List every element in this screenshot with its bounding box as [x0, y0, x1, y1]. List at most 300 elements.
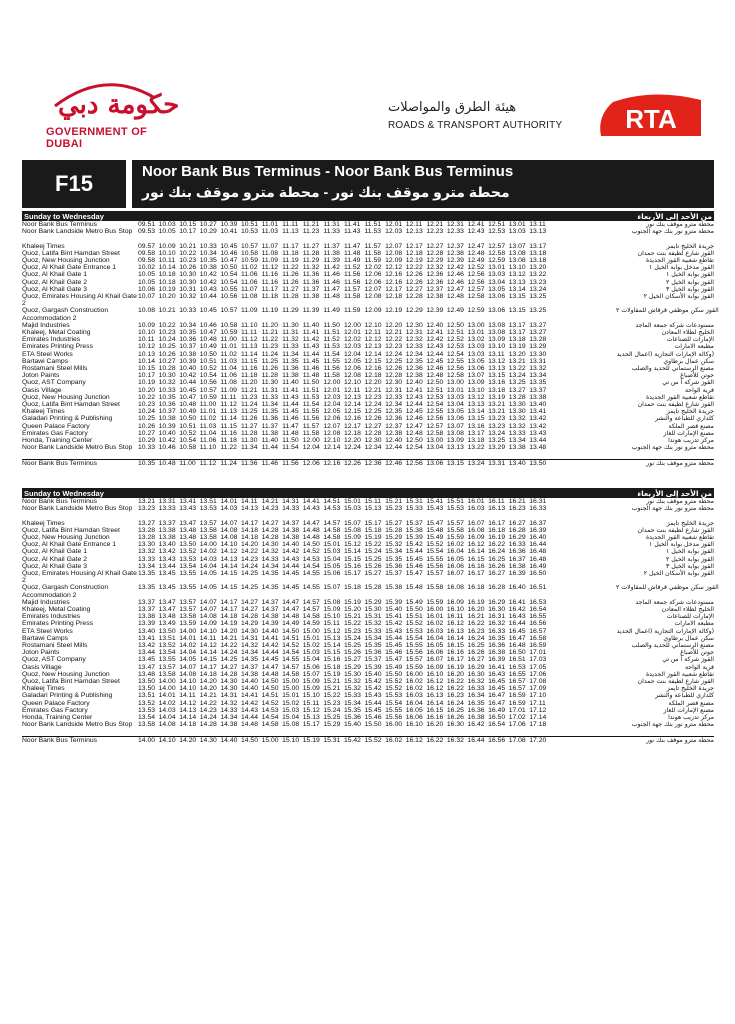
departure-time: 12.46: [426, 365, 444, 373]
departure-time: 15.46: [385, 649, 403, 657]
departure-time: 12.44: [385, 444, 403, 452]
departure-time: 12.47: [446, 285, 464, 293]
departure-time: 13.47: [158, 606, 176, 613]
departure-time: 14.38: [220, 721, 238, 729]
departure-time: 16.12: [426, 685, 444, 693]
departure-time: 11.17: [261, 285, 279, 293]
departure-time: 10.38: [199, 264, 217, 272]
departure-time: 16.01: [467, 498, 485, 505]
departure-time: 17.14: [529, 714, 547, 722]
departure-time: 11.37: [302, 285, 320, 293]
departure-time: 14.58: [302, 613, 320, 621]
departure-time: 15.02: [302, 642, 320, 650]
departure-time: 12.44: [405, 401, 423, 409]
stop-row: [22, 548, 714, 555]
departure-time: 14.25: [240, 584, 258, 592]
departure-time: 14.32: [261, 548, 279, 556]
departure-time: 17.11: [529, 699, 546, 707]
departure-time: 10.40: [158, 429, 176, 437]
departure-time: 14.51: [261, 692, 279, 700]
departure-time: 12.38: [385, 429, 403, 437]
departure-time: 10.37: [179, 343, 197, 351]
departure-time: 14.18: [179, 721, 197, 729]
departure-time: 16.02: [405, 678, 423, 686]
departure-time: 16.40: [529, 534, 547, 541]
departure-time: 13.31: [529, 357, 547, 365]
departure-time: 12.26: [405, 271, 423, 279]
departure-time: 15.42: [405, 541, 423, 549]
departure-time: 14.37: [261, 598, 279, 606]
stop-name-en: Noor Bank Landside Metro Bus Stop: [22, 721, 133, 729]
stop-name-ar: القوز شارع لطيفة بنت حمدان: [637, 401, 714, 409]
departure-time: 14.48: [302, 526, 320, 534]
departure-time: 10.20: [138, 386, 156, 394]
stop-name-ar: مطبعة الامارات: [674, 343, 714, 351]
departure-time: 13.06: [446, 415, 464, 423]
departure-time: 12.56: [467, 271, 485, 279]
departure-time: 16.31: [529, 498, 547, 505]
route-title-block: [132, 160, 714, 208]
departure-time: 10.13: [138, 350, 156, 358]
departure-time: 17.08: [508, 736, 526, 744]
stop-row: [22, 664, 714, 671]
departure-time: 16.18: [488, 526, 506, 534]
departure-time: 16.14: [467, 548, 485, 556]
departure-time: 10.29: [138, 437, 156, 445]
departure-time: 10.54: [220, 278, 238, 286]
stop-row: [22, 307, 719, 322]
departure-time: 15.17: [343, 570, 361, 578]
stop-name-ar: مركز تدريب هوندا: [668, 714, 714, 722]
departure-time: 16.51: [529, 584, 547, 592]
departure-time: 15.26: [343, 649, 361, 657]
stop-name-ar: محطة مترو نور بنك جهة الجنوب: [631, 444, 714, 452]
departure-time: 12.59: [467, 307, 485, 315]
departure-time: 12.50: [446, 321, 464, 329]
departure-time: 14.22: [240, 548, 258, 556]
departure-time: 10.20: [158, 293, 176, 301]
departure-time: 12.26: [343, 459, 361, 467]
departure-time: 10.33: [179, 307, 197, 315]
departure-time: 14.28: [240, 613, 258, 621]
departure-time: 13.58: [199, 534, 217, 541]
departure-time: 12.29: [405, 307, 423, 315]
departure-time: 10.39: [158, 422, 176, 430]
departure-time: 15.24: [364, 548, 382, 556]
departure-time: 12.11: [405, 221, 423, 228]
departure-time: 11.51: [323, 329, 340, 336]
stop-times: [138, 534, 616, 541]
departure-time: 14.45: [282, 584, 300, 592]
departure-time: 12.16: [364, 365, 382, 373]
departure-time: 12.03: [343, 343, 361, 351]
stop-name-en: Quoz, AST Company: [22, 379, 86, 387]
stop-row: [22, 678, 714, 685]
departure-time: 13.51: [199, 498, 217, 505]
departure-time: 12.31: [405, 329, 423, 336]
departure-time: 16.22: [446, 685, 464, 693]
departure-time: 16.10: [426, 670, 444, 678]
departure-time: 13.33: [158, 505, 176, 513]
departure-time: 13.44: [529, 437, 547, 445]
stop-times: [138, 613, 616, 620]
departure-time: 10.41: [220, 228, 238, 236]
departure-time: 11.25: [261, 357, 279, 365]
departure-time: 11.46: [323, 278, 340, 286]
departure-time: 13.37: [529, 386, 547, 394]
departure-time: 12.06: [323, 415, 341, 423]
departure-time: 13.50: [529, 459, 547, 467]
stop-name-en: Noor Bank Landside Metro Bus Stop: [22, 505, 133, 513]
departure-time: 14.57: [302, 606, 320, 613]
stop-name-ar: القوز بوابة الخيل ٢: [666, 555, 714, 563]
departure-time: 16.55: [529, 613, 547, 621]
departure-time: 10.52: [199, 365, 217, 373]
departure-time: 11.27: [302, 242, 320, 250]
departure-time: 16.16: [426, 714, 444, 722]
departure-time: 13.28: [138, 526, 156, 534]
departure-time: 12.06: [302, 459, 320, 467]
departure-time: 15.04: [323, 555, 341, 563]
stop-name-ar: القوز سكن موظفي قرقاش للمقاولات ٢: [616, 307, 719, 315]
departure-time: 12.26: [364, 415, 382, 423]
departure-time: 10.59: [199, 393, 217, 401]
departure-time: 13.48: [158, 613, 176, 621]
departure-time: 13.05: [446, 408, 464, 416]
departure-time: 14.10: [220, 541, 238, 549]
departure-time: 15.36: [385, 562, 403, 570]
stop-name-en: Joton Paints: [22, 649, 60, 657]
departure-time: 12.20: [385, 321, 403, 329]
stop-name-en: Quoz, Al Khail Gate 2: [22, 555, 87, 563]
stop-times: [138, 293, 616, 307]
departure-time: 11.38: [282, 372, 299, 380]
departure-time: 16.45: [488, 678, 506, 686]
departure-time: 12.59: [488, 257, 506, 264]
departure-time: 13.58: [179, 613, 197, 621]
departure-time: 10.26: [158, 350, 176, 358]
departure-time: 11.59: [343, 307, 361, 315]
departure-time: 15.18: [364, 526, 382, 534]
departure-time: 16.06: [446, 562, 464, 570]
stop-name-en: Noor Bank Bus Terminus: [22, 459, 98, 467]
departure-time: 12.18: [343, 429, 361, 437]
departure-time: 11.58: [343, 293, 361, 301]
departure-time: 14.50: [282, 627, 300, 635]
departure-time: 10.58: [179, 444, 197, 452]
departure-time: 15.30: [343, 670, 361, 678]
stop-row: [22, 692, 714, 699]
departure-time: 12.47: [405, 422, 423, 430]
departure-time: 16.16: [446, 649, 464, 657]
rta-branding: [388, 78, 708, 148]
departure-time: 10.30: [179, 271, 197, 279]
stop-times: [138, 430, 616, 437]
departure-time: 12.56: [467, 278, 485, 286]
departure-time: 13.37: [138, 606, 156, 613]
departure-time: 16.36: [488, 642, 506, 650]
departure-time: 13.53: [138, 706, 156, 714]
departure-time: 17.10: [529, 692, 547, 700]
departure-time: 17.06: [529, 670, 547, 678]
departure-time: 15.44: [405, 548, 423, 556]
departure-time: 14.33: [220, 706, 238, 714]
departure-time: 16.12: [467, 541, 485, 549]
departure-time: 12.41: [467, 221, 485, 228]
departure-time: 15.07: [302, 670, 320, 678]
departure-time: 15.15: [343, 555, 361, 563]
departure-time: 14.44: [282, 562, 300, 570]
departure-time: 15.52: [385, 678, 403, 686]
stop-row: [22, 286, 714, 293]
departure-time: 14.51: [323, 498, 341, 505]
departure-time: 11.09: [261, 257, 279, 264]
departure-time: 11.28: [302, 249, 320, 257]
departure-time: 14.40: [240, 685, 258, 693]
departure-time: 16.43: [488, 670, 506, 678]
departure-time: 12.36: [426, 271, 444, 279]
departure-time: 10.46: [199, 321, 217, 329]
departure-time: 14.07: [199, 606, 217, 613]
stop-name-en: Noor Bank Bus Terminus: [22, 498, 98, 505]
departure-time: 12.12: [385, 264, 403, 272]
stop-row: [22, 635, 714, 642]
departure-time: 17.05: [529, 663, 547, 671]
departure-time: 17.02: [508, 714, 526, 722]
departure-time: 16.11: [446, 613, 464, 621]
stop-times: [138, 243, 616, 250]
stop-name-en: Quoz, Emirates Housing Al Khail Gate 2: [22, 570, 137, 585]
stop-row: [22, 505, 714, 519]
departure-time: 11.47: [343, 242, 361, 250]
departure-time: 14.38: [261, 613, 279, 621]
stop-row: [22, 671, 714, 678]
departure-time: 16.22: [446, 678, 464, 686]
departure-time: 15.59: [426, 598, 444, 606]
departure-time: 12.20: [343, 437, 361, 445]
departure-time: 10.35: [158, 393, 176, 401]
departure-time: 13.48: [529, 444, 547, 452]
departure-time: 14.43: [302, 505, 320, 513]
departure-time: 11.33: [261, 393, 279, 401]
departure-time: 11.07: [240, 285, 258, 293]
departure-time: 16.10: [405, 721, 423, 729]
departure-time: 14.47: [282, 606, 300, 613]
departure-time: 13.05: [467, 357, 485, 365]
departure-time: 15.40: [385, 606, 403, 613]
departure-time: 17.03: [529, 656, 547, 664]
departure-time: 14.00: [199, 541, 217, 549]
departure-time: 15.01: [343, 498, 361, 505]
departure-time: 13.15: [508, 293, 526, 301]
departure-time: 13.37: [138, 598, 156, 606]
stop-times: [138, 336, 616, 343]
departure-time: 14.35: [240, 656, 258, 664]
departure-time: 15.36: [343, 714, 361, 722]
departure-time: 11.06: [240, 271, 258, 279]
departure-time: 11.01: [220, 343, 237, 351]
departure-time: 16.50: [508, 649, 526, 657]
departure-time: 12.57: [488, 242, 506, 250]
departure-time: 13.51: [138, 692, 156, 700]
stop-times: [138, 394, 616, 401]
departure-time: 15.31: [364, 613, 382, 621]
departure-time: 11.40: [282, 379, 299, 387]
departure-time: 12.41: [426, 329, 444, 336]
departure-time: 14.15: [220, 584, 238, 592]
stop-row: [22, 372, 714, 379]
stop-name-en: Quoz, Al Khail Gate 1: [22, 271, 87, 279]
stop-row: [22, 423, 714, 430]
departure-time: 14.11: [199, 634, 217, 642]
departure-time: 10.51: [179, 422, 197, 430]
departure-time: 11.58: [364, 249, 382, 257]
departure-time: 14.23: [261, 505, 279, 513]
departure-time: 16.32: [467, 678, 485, 686]
departure-time: 16.57: [508, 685, 526, 693]
departure-time: 14.42: [282, 548, 300, 556]
stop-name-ar: سكن عمال برطاوي: [663, 634, 714, 642]
departure-time: 16.59: [508, 699, 526, 707]
stop-row: [22, 243, 714, 250]
departure-time: 10.42: [158, 437, 176, 445]
stop-name-ar: القوز مدخل بوابة الخيل ١: [648, 264, 714, 272]
departure-time: 16.59: [529, 642, 547, 650]
departure-time: 11.43: [302, 343, 320, 351]
departure-time: 12.33: [385, 393, 403, 401]
departure-time: 12.49: [446, 307, 464, 315]
departure-time: 16.08: [467, 526, 485, 534]
stop-times: [138, 401, 616, 408]
departure-time: 14.48: [240, 721, 258, 729]
stop-times: [138, 678, 616, 685]
departure-time: 13.58: [199, 526, 217, 534]
departure-time: 10.07: [138, 293, 156, 301]
departure-time: 16.15: [467, 555, 485, 563]
departure-time: 12.12: [364, 336, 382, 344]
departure-time: 12.48: [467, 249, 485, 257]
departure-time: 11.58: [302, 429, 320, 437]
departure-time: 15.05: [323, 562, 341, 570]
departure-time: 15.21: [323, 685, 341, 693]
departure-time: 12.06: [343, 365, 361, 373]
departure-time: 11.06: [240, 278, 258, 286]
departure-time: 12.37: [385, 422, 403, 430]
departure-time: 13.37: [158, 519, 176, 527]
departure-time: 10.23: [179, 257, 197, 264]
departure-time: 14.30: [199, 736, 217, 744]
departure-time: 10.32: [179, 293, 197, 301]
departure-time: 13.41: [138, 634, 156, 642]
departure-time: 10.17: [179, 228, 197, 236]
departure-time: 10.10: [138, 329, 156, 336]
departure-time: 15.40: [343, 721, 361, 729]
departure-time: 15.57: [446, 519, 464, 527]
departure-time: 12.27: [405, 285, 423, 293]
route-code: F15: [22, 160, 126, 208]
departure-time: 13.16: [488, 379, 506, 387]
stop-row: [22, 620, 714, 627]
departure-time: 12.13: [364, 343, 382, 351]
departure-time: 10.47: [220, 257, 238, 264]
departure-time: 14.15: [199, 656, 217, 664]
stop-name-ar: الإمارات للصناعات: [666, 336, 714, 344]
departure-time: 15.09: [302, 685, 320, 693]
departure-time: 11.46: [323, 271, 340, 279]
stop-times: [138, 664, 616, 671]
departure-time: 16.07: [446, 570, 464, 578]
day-label-en: Sunday to Wednesday: [24, 488, 104, 498]
departure-time: 10.11: [138, 336, 155, 344]
departure-time: 12.30: [405, 321, 423, 329]
departure-time: 13.30: [138, 541, 156, 549]
departure-time: 11.47: [323, 285, 340, 293]
departure-time: 13.55: [179, 570, 197, 578]
departure-time: 14.10: [179, 685, 197, 693]
departure-time: 15.42: [364, 685, 382, 693]
departure-time: 14.02: [158, 699, 176, 707]
departure-time: 12.49: [467, 257, 485, 264]
departure-time: 14.27: [240, 606, 258, 613]
stop-name-en: Quoz, AST Company: [22, 656, 86, 664]
departure-time: 16.53: [529, 598, 547, 606]
departure-time: 11.36: [261, 415, 279, 423]
stop-row: [22, 541, 714, 548]
stop-times: [138, 358, 616, 365]
departure-time: 10.50: [179, 415, 197, 423]
departure-time: 13.18: [508, 336, 526, 344]
departure-time: 14.44: [240, 714, 258, 722]
departure-time: 15.03: [343, 505, 361, 513]
departure-time: 14.55: [282, 656, 300, 664]
departure-time: 11.04: [220, 365, 237, 373]
route-title-en: Noor Bank Bus Terminus - Noor Bank Bus Terminus: [142, 163, 514, 180]
stop-name-en: ETA Steel Works: [22, 350, 73, 358]
departure-time: 13.50: [158, 627, 176, 635]
stop-row: [22, 527, 714, 534]
departure-time: 12.26: [385, 365, 403, 373]
departure-time: 16.42: [467, 721, 485, 729]
departure-time: 13.50: [138, 678, 156, 686]
departure-time: 15.42: [343, 736, 361, 744]
departure-time: 12.51: [426, 386, 444, 394]
departure-time: 13.34: [508, 437, 526, 445]
departure-time: 13.55: [158, 656, 176, 664]
stop-name-en: Honda, Training Center: [22, 437, 93, 445]
departure-time: 15.19: [343, 598, 361, 606]
stop-row: [22, 606, 714, 613]
departure-time: 16.13: [488, 505, 506, 513]
departure-time: 15.39: [405, 534, 423, 541]
departure-time: 11.18: [220, 437, 237, 445]
departure-time: 13.04: [426, 444, 444, 452]
departure-time: 15.59: [405, 663, 423, 671]
departure-time: 14.17: [240, 519, 258, 527]
departure-time: 11.44: [302, 350, 320, 358]
departure-time: 14.20: [240, 541, 258, 549]
departure-time: 16.26: [446, 714, 464, 722]
stop-times: [138, 387, 616, 394]
departure-time: 15.22: [343, 620, 361, 628]
stop-name-en: Galadari Printing & Publishing: [22, 692, 113, 700]
stop-times: [138, 656, 616, 663]
stop-times: [138, 642, 616, 649]
departure-time: 15.15: [323, 649, 341, 657]
departure-time: 13.38: [158, 534, 176, 541]
departure-time: 13.32: [529, 365, 547, 373]
departure-time: 12.17: [385, 285, 403, 293]
departure-time: 13.08: [446, 429, 464, 437]
